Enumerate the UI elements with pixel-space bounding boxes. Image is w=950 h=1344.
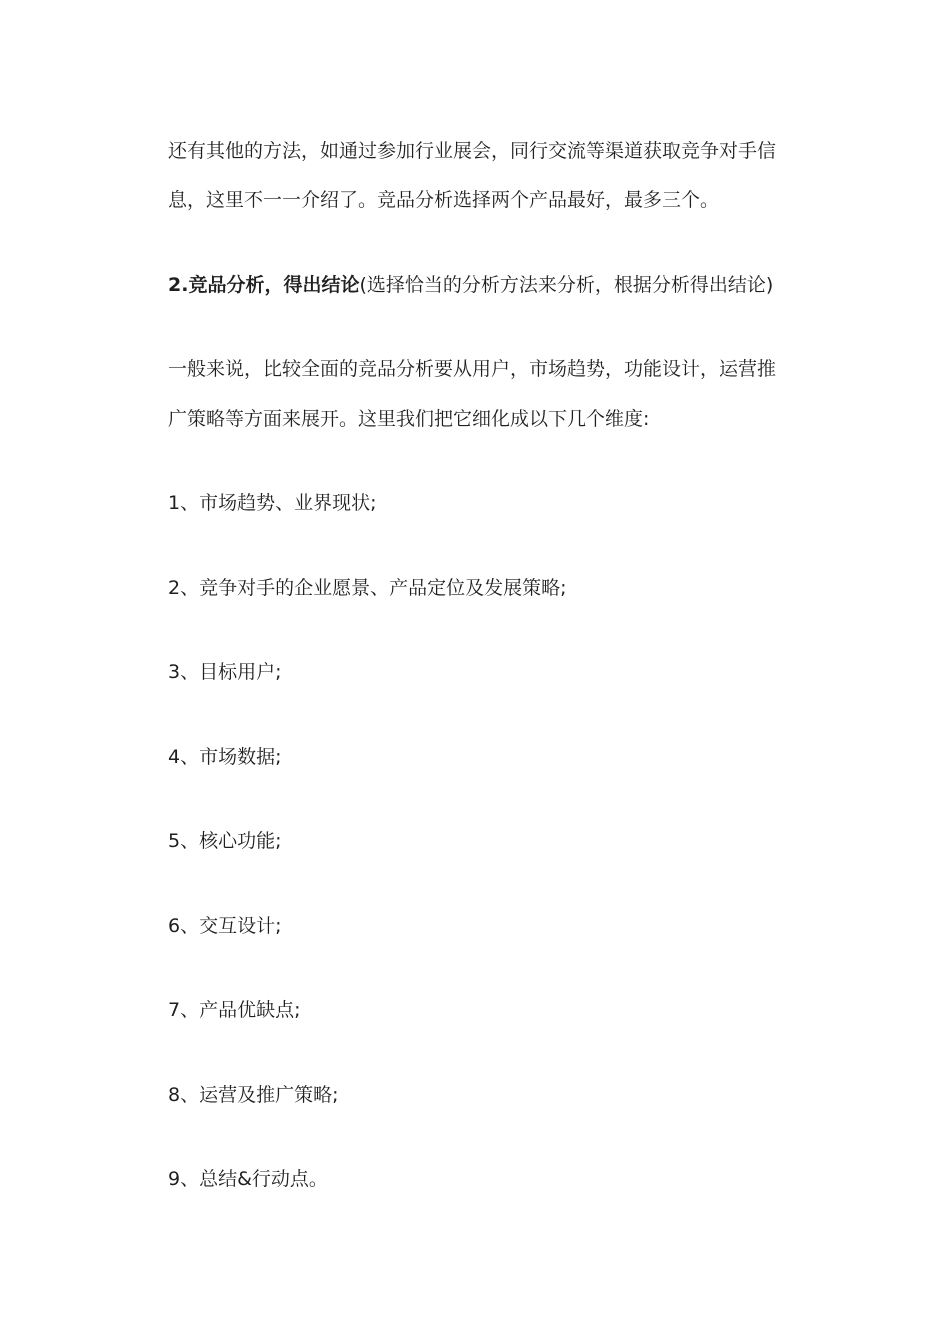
list-item: 6、交互设计; xyxy=(168,915,282,937)
overview-line-1: 一般来说，比较全面的竞品分析要从用户，市场趋势，功能设计，运营推 xyxy=(168,358,777,380)
list-item: 4、市场数据; xyxy=(168,746,282,768)
list-item: 3、目标用户; xyxy=(168,661,282,683)
list-item: 5、核心功能; xyxy=(168,830,282,852)
list-item: 7、产品优缺点; xyxy=(168,999,301,1021)
intro-line-2: 息，这里不一一介绍了。竞品分析选择两个产品最好，最多三个。 xyxy=(168,189,720,211)
section-heading-title: 2.竞品分析，得出结论 xyxy=(168,274,360,296)
list-item: 8、运营及推广策略; xyxy=(168,1084,339,1106)
intro-line-1: 还有其他的方法，如通过参加行业展会，同行交流等渠道获取竞争对手信 xyxy=(168,140,777,162)
list-item: 9、总结&行动点。 xyxy=(168,1168,328,1190)
section-heading xyxy=(168,273,788,297)
overview-line-2: 广策略等方面来展开。这里我们把它细化成以下几个维度: xyxy=(168,408,650,430)
list-item: 2、竞争对手的企业愿景、产品定位及发展策略; xyxy=(168,577,567,599)
list-item: 1、市场趋势、业界现状; xyxy=(168,492,377,514)
section-heading-note: (选择恰当的分析方法来分析，根据分析得出结论) xyxy=(359,274,774,296)
